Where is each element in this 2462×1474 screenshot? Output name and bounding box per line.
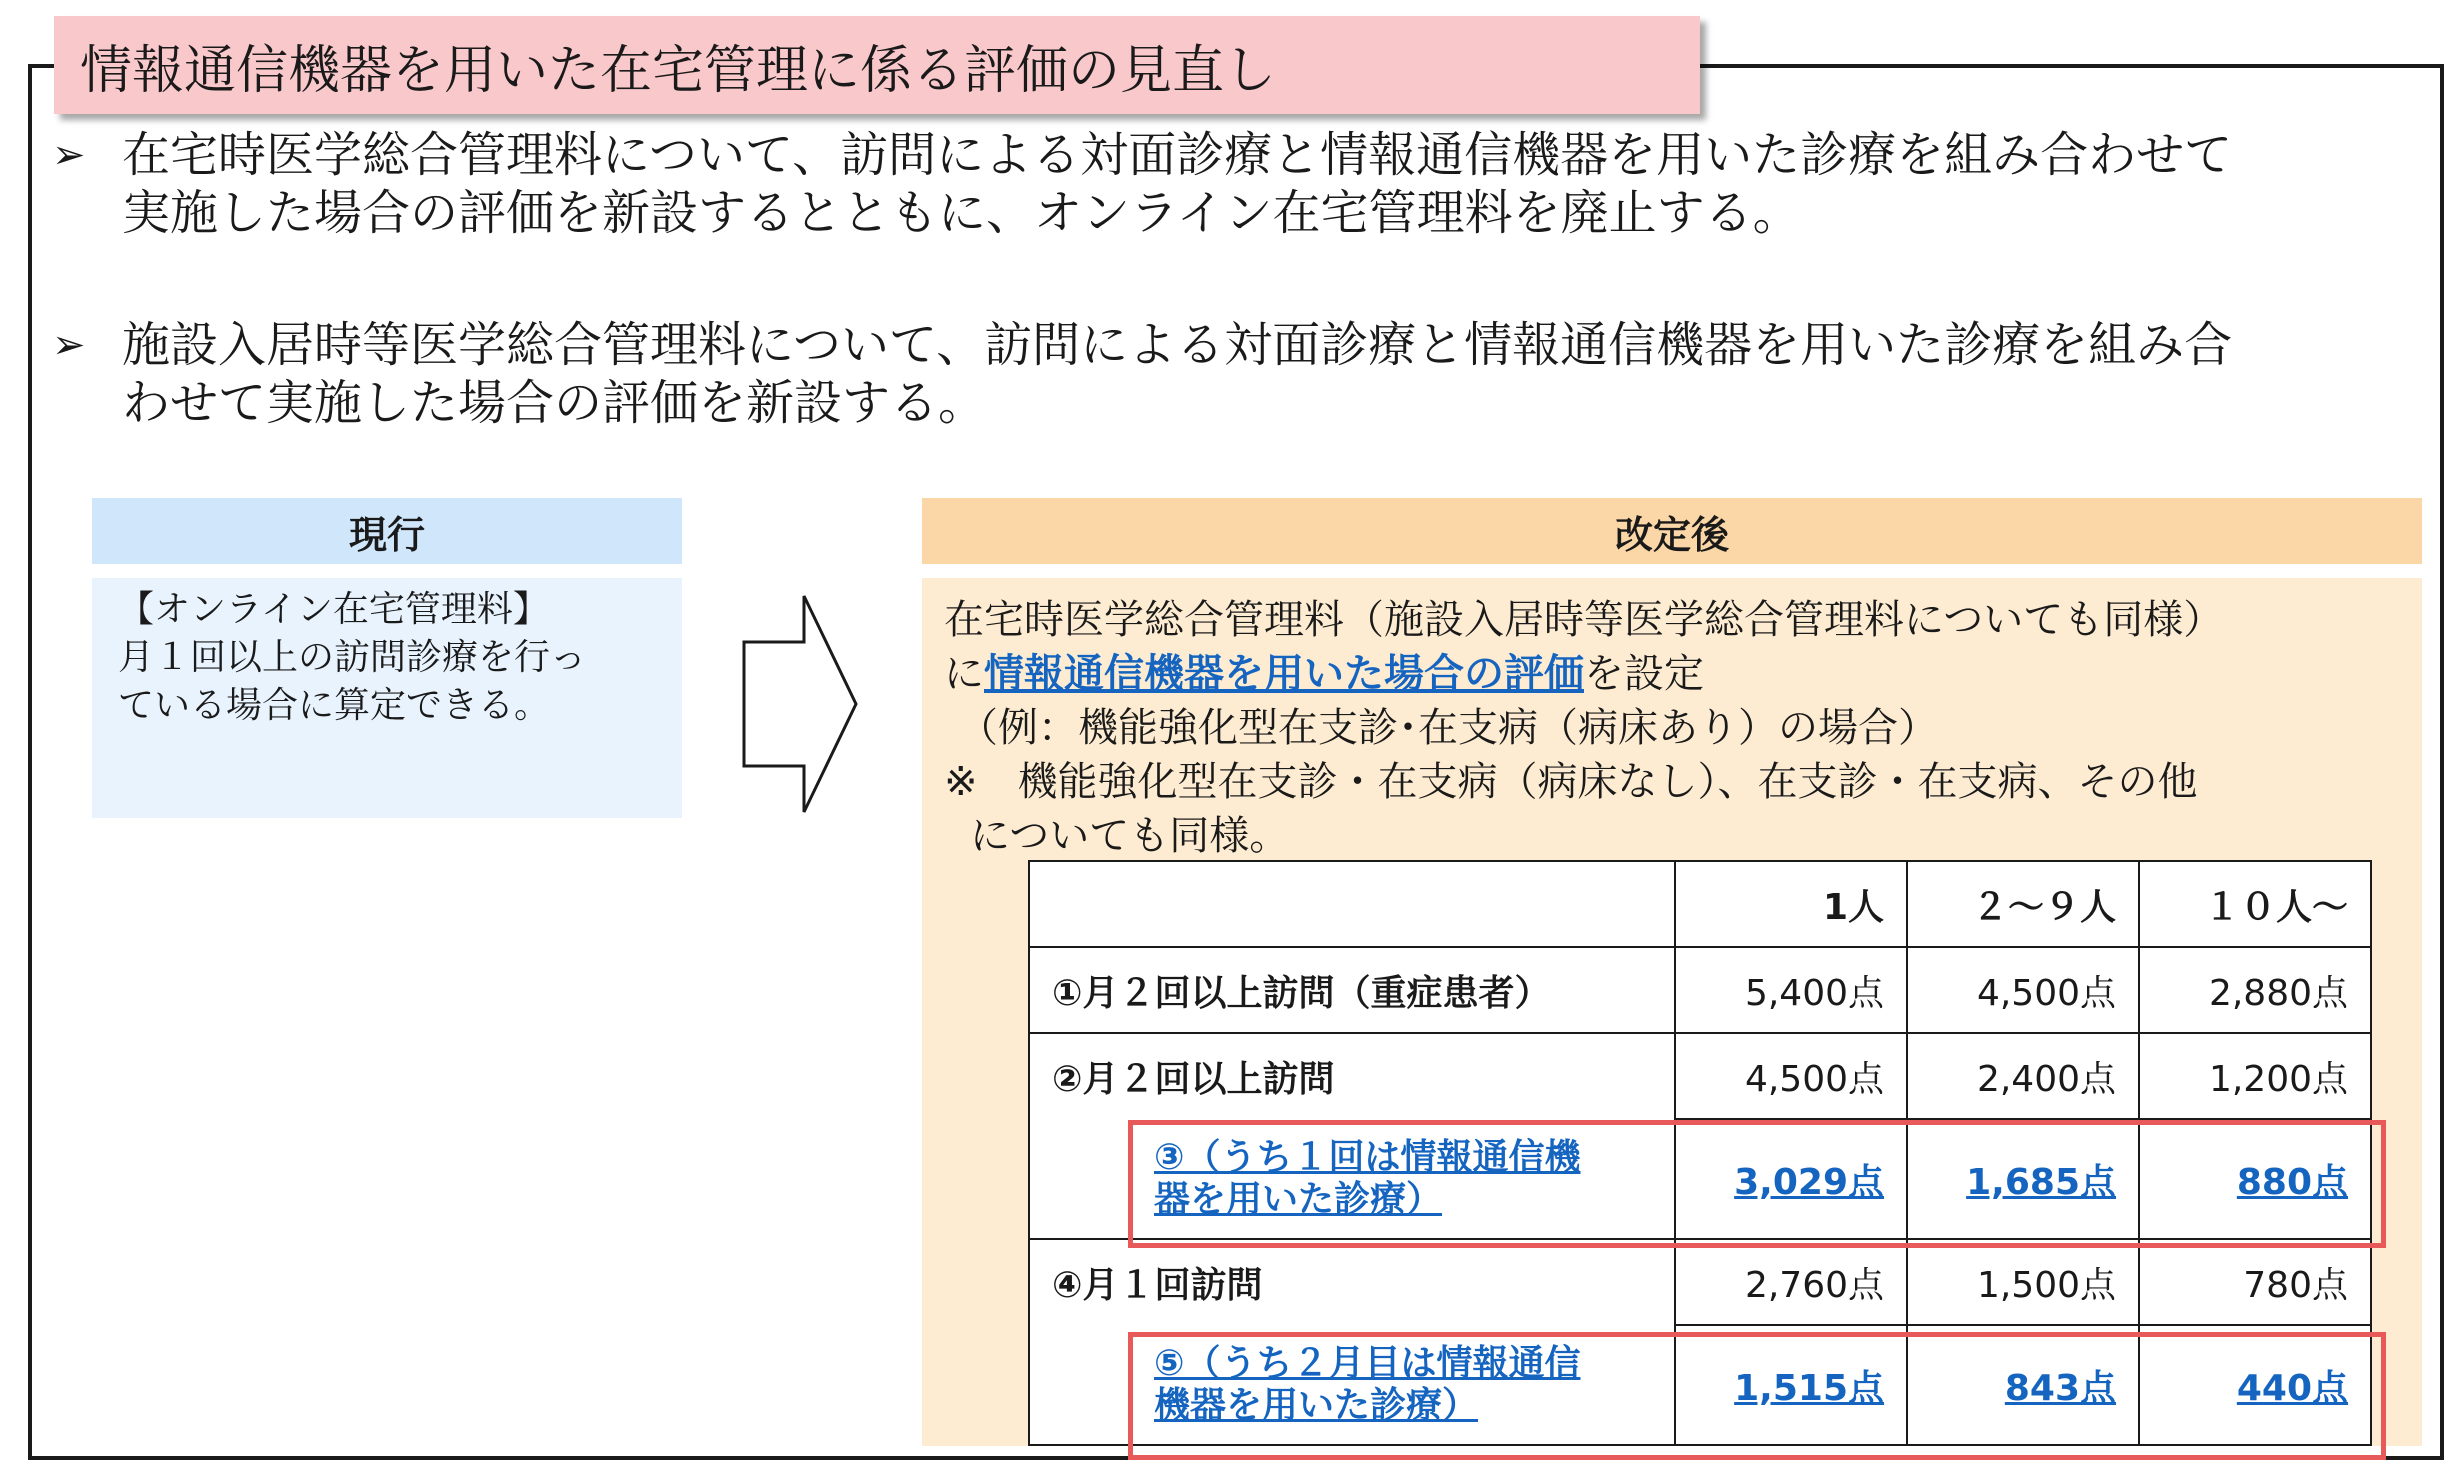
revised-line-3: （例：機能強化型在支診･在支病（病床あり）の場合） <box>958 705 1938 751</box>
bullet-2-line-2: わせて実施した場合の評価を新設する。 <box>122 375 987 431</box>
row-value: 2,760点 <box>1675 1239 1907 1325</box>
bullet-1-line-2: 実施した場合の評価を新設するとともに、オンライン在宅管理料を廃止する。 <box>122 185 1801 241</box>
table-header-cell <box>1029 861 1675 947</box>
row-value: 4,500点 <box>1907 947 2139 1033</box>
table-header-row <box>1029 861 2371 947</box>
table-header-cell: ２～９人 <box>1907 861 2139 947</box>
revised-highlight-link: 情報通信機器を用いた場合の評価 <box>984 651 1584 697</box>
revised-line-1: 在宅時医学総合管理料（施設入居時等医学総合管理料についても同様） <box>944 597 2224 643</box>
current-heading: 現行 <box>92 498 682 564</box>
highlight-box-row-5 <box>1128 1332 2386 1460</box>
row-value: 2,400点 <box>1907 1033 2139 1119</box>
highlight-box-row-3 <box>1128 1120 2386 1248</box>
revised-heading: 改定後 <box>922 498 2422 564</box>
row-value: 2,880点 <box>2139 947 2371 1033</box>
row-value: 4,500点 <box>1675 1033 1907 1119</box>
table-row <box>1029 1239 2371 1325</box>
current-line-3: ている場合に算定できる。 <box>118 685 551 726</box>
page-title: 情報通信機器を用いた在宅管理に係る評価の見直し <box>54 16 1700 114</box>
row-label-line: 器を用いた診療） <box>1154 1178 1443 1220</box>
bullet-2-line-1: 施設入居時等医学総合管理料について、訪問による対面診療と情報通信機器を用いた診療を組み合 <box>122 317 2233 373</box>
right-arrow-icon <box>740 592 860 816</box>
row-value: 440点 <box>2236 1367 2348 1409</box>
row-label-line: ⑤（うち２月目は情報通信 <box>1154 1342 1581 1384</box>
row-label: ①月２回以上訪問（重症患者） <box>1029 947 1675 1033</box>
row-value: 1,200点 <box>2139 1033 2371 1119</box>
revised-line-2-pre: に <box>944 651 984 697</box>
table-row <box>1029 1033 2371 1119</box>
table-row <box>1029 947 2371 1033</box>
row-label-line: 機器を用いた診療） <box>1154 1384 1479 1426</box>
row-label: ④月１回訪問 <box>1029 1239 1675 1325</box>
bullet-1-line-1: 在宅時医学総合管理料について、訪問による対面診療と情報通信機器を用いた診療を組み合わせて <box>122 127 2233 183</box>
revised-line-2 <box>944 642 1704 699</box>
table-header-cell: １０人～ <box>2139 861 2371 947</box>
current-line-2: 月１回以上の訪問診療を行っ <box>118 637 587 678</box>
row-label: ②月２回以上訪問 <box>1029 1033 1675 1119</box>
row-label-line: ③（うち１回は情報通信機 <box>1154 1136 1581 1178</box>
row-value: 780点 <box>2139 1239 2371 1325</box>
current-body <box>92 578 682 818</box>
bullet-2 <box>52 316 2412 432</box>
revised-line-5: についても同様。 <box>970 813 1290 859</box>
row-value: 3,029点 <box>1734 1161 1884 1203</box>
row-value: 5,400点 <box>1675 947 1907 1033</box>
row-value: 843点 <box>2004 1367 2116 1409</box>
current-line-1: 【オンライン在宅管理料】 <box>118 589 549 630</box>
row-value: 880点 <box>2236 1161 2348 1203</box>
revised-line-4: ※ 機能強化型在支診・在支病（病床なし）、在支診・在支病、その他 <box>944 759 2198 805</box>
revised-line-2-post: を設定 <box>1584 651 1704 697</box>
bullet-arrow-icon: ➢ <box>52 132 86 178</box>
bullet-1 <box>52 126 2412 242</box>
row-value: 1,685点 <box>1966 1161 2116 1203</box>
row-value: 1,515点 <box>1734 1367 1884 1409</box>
table-header-cell: 1人 <box>1675 861 1907 947</box>
bullet-arrow-icon: ➢ <box>52 322 86 368</box>
row-value: 1,500点 <box>1907 1239 2139 1325</box>
